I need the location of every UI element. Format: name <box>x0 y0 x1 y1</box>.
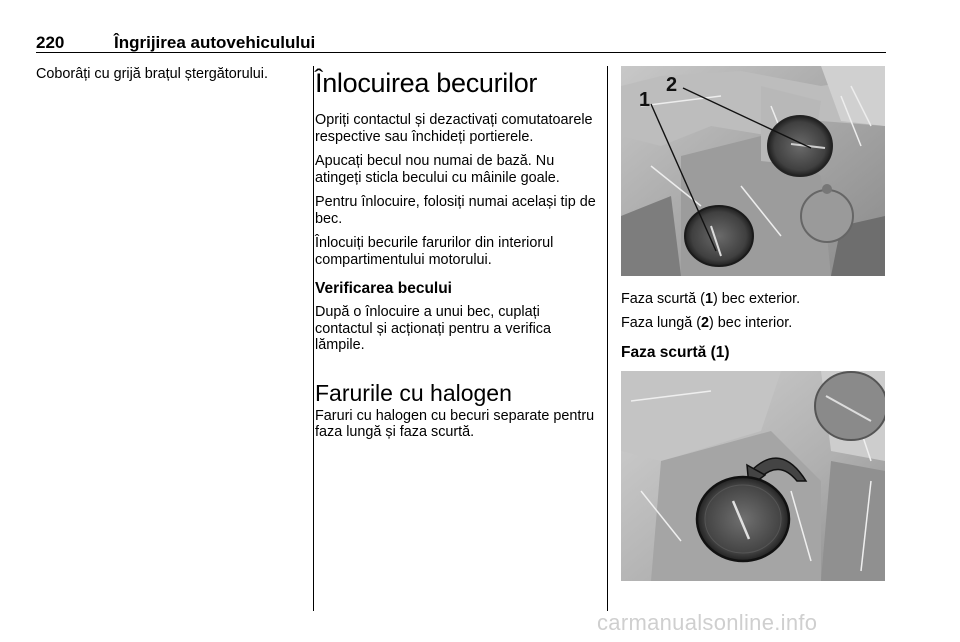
section-heading: Înlocuirea becurilor <box>315 68 538 98</box>
header-rule <box>36 52 886 53</box>
column-3 <box>621 66 885 581</box>
column-1 <box>36 66 306 91</box>
caption-high-beam: Faza lungă (2) bec interior. <box>621 314 793 331</box>
paragraph-5: După o înlocuire a unui bec, cuplați contactul și acționați pentru a verifica lămpile. <box>315 304 551 353</box>
paragraph-3: Pentru înlocuire, folosiți numai același tip de bec. <box>315 194 596 227</box>
section-heading-halogen: Farurile cu halogen <box>315 379 512 406</box>
paragraph-1: Opriți contactul și dezactivați comutatoarele respective sau închideți portierele. <box>315 112 593 145</box>
wiper-instruction: Coborâți cu grijă brațul ștergătorului. <box>36 66 268 82</box>
column-2 <box>315 66 597 449</box>
paragraph-6: Faruri cu halogen cu becuri separate pentru faza lungă și faza scurtă. <box>315 407 595 440</box>
caption-low-beam: Faza scurtă (1) bec exterior. <box>621 291 801 307</box>
engine-bay-photo <box>621 66 885 276</box>
subheading-bulb-check: Verificarea becului <box>315 280 452 297</box>
column-divider-1 <box>313 66 314 611</box>
paragraph-4: Înlocuiți becurile farurilor din interiorul compartimentului motorului. <box>315 235 554 268</box>
low-beam-cover-photo <box>621 371 885 581</box>
watermark: carmanualsonline.info <box>597 610 818 635</box>
running-title: Îngrijirea autovehiculului <box>114 33 316 52</box>
callout-1: 1 <box>639 89 651 111</box>
subheading-low-beam: Faza scurtă (1) <box>621 344 730 361</box>
callout-2: 2 <box>666 74 678 96</box>
page-number: 220 <box>36 33 65 52</box>
column-divider-2 <box>607 66 608 611</box>
page-header <box>36 33 886 53</box>
paragraph-2: Apucați becul nou numai de bază. Nu atingeți sticla becului cu mâinile goale. <box>315 153 560 186</box>
